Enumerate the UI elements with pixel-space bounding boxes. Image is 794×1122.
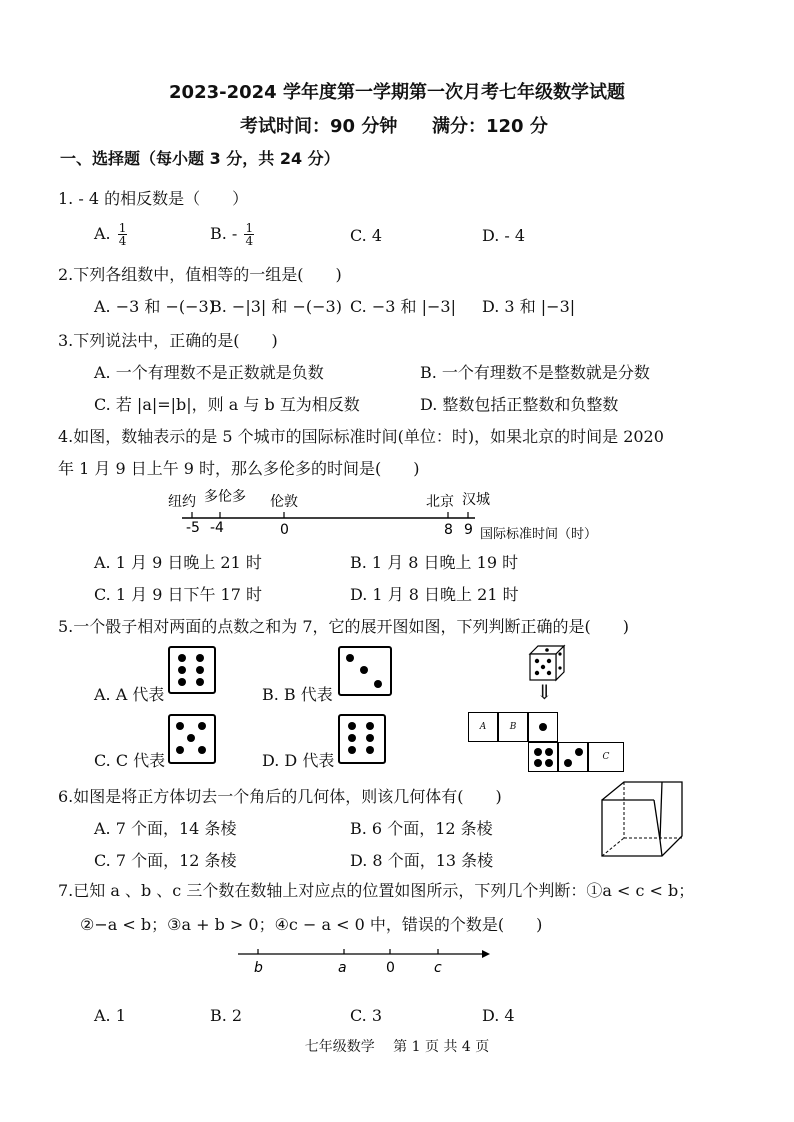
front-edge — [660, 840, 662, 856]
q5-option-a: A. A 代表 — [94, 685, 165, 704]
pip — [346, 654, 354, 662]
q5-net-cell-one — [528, 712, 558, 742]
pip — [541, 665, 545, 669]
pip — [196, 666, 204, 674]
q5-option-d: D. D 代表 — [262, 751, 335, 770]
pip — [198, 746, 206, 754]
q1-option-c: C. 4 — [350, 226, 383, 245]
q5-net-cell-two — [558, 742, 588, 772]
q1-stem: 1. - 4 的相反数是（ ） — [58, 189, 249, 208]
page-title: 2023-2024 学年度第一学期第一次月考七年级数学试题 — [169, 82, 625, 103]
section-heading: 一、选择题（每小题 3 分，共 24 分） — [60, 149, 340, 168]
pip — [178, 666, 186, 674]
pip — [198, 722, 206, 730]
q6-option-c: C. 7 个面，12 条棱 — [94, 851, 237, 870]
pip — [547, 659, 551, 663]
pip — [178, 678, 186, 686]
q7-option-b: B. 2 — [210, 1006, 243, 1025]
pip — [535, 671, 539, 675]
q1-option-a-fraction — [118, 222, 128, 247]
q6-stem: 6.如图是将正方体切去一个角后的几何体，则该几何体有( ) — [58, 787, 502, 806]
q2-stem: 2.下列各组数中，值相等的一组是( ) — [58, 265, 342, 284]
q4-option-b: B. 1 月 8 日晚上 19 时 — [350, 553, 519, 572]
q7-label-0: 0 — [386, 960, 395, 976]
q4-tick-label-9: 9 — [464, 522, 473, 538]
cut-cube-top-edges — [602, 782, 662, 800]
q2-option-b: B. −|3| 和 −(−3) — [210, 297, 342, 316]
q6-cut-cube-figure — [596, 778, 696, 860]
hidden-edge-diagonal — [602, 838, 624, 856]
q4-timezone-numberline — [160, 486, 620, 546]
q4-axis-label: 国际标准时间（时） — [480, 527, 598, 542]
q1-option-b-fraction — [244, 222, 254, 247]
q3-option-c: C. 若 |a|=|b|，则 a 与 b 互为相反数 — [94, 395, 360, 414]
q3-option-a: A. 一个有理数不是正数就是负数 — [94, 363, 324, 382]
pip — [558, 652, 561, 655]
q2-option-c: C. −3 和 |−3| — [350, 297, 456, 316]
pip — [366, 722, 374, 730]
q5-net-cell-b: B — [498, 712, 528, 742]
pip — [534, 759, 542, 767]
q6-option-d: D. 8 个面，13 条棱 — [350, 851, 494, 870]
pip — [366, 734, 374, 742]
q1-a-numerator: 1 — [118, 221, 127, 235]
pip — [178, 654, 186, 662]
q6-option-a: A. 7 个面，14 条棱 — [94, 819, 237, 838]
pip — [534, 748, 542, 756]
q2-option-a: A. −3 和 −(−3) — [94, 297, 215, 316]
q3-stem: 3.下列说法中，正确的是( ) — [58, 331, 278, 350]
q5-cube-illustration — [526, 644, 570, 684]
q7-axis-arrow-icon — [482, 950, 490, 958]
q5-net-cell-four — [528, 742, 558, 772]
cut-edge-1 — [660, 782, 662, 840]
pip — [535, 659, 539, 663]
pip — [348, 734, 356, 742]
pip — [558, 666, 561, 669]
pip — [564, 759, 572, 767]
pip — [187, 734, 195, 742]
q1-option-a — [94, 222, 129, 247]
q7-label-a: a — [338, 960, 347, 976]
pip — [366, 746, 374, 754]
q2-option-d: D. 3 和 |−3| — [482, 297, 576, 316]
q7-option-c: C. 3 — [350, 1006, 383, 1025]
q5-option-c: C. C 代表 — [94, 751, 166, 770]
q5-stem: 5.一个骰子相对两面的点数之和为 7，它的展开图如图，下列判断正确的是( ) — [58, 617, 630, 636]
q4-tick-label-m5: -5 — [186, 520, 200, 536]
pip — [176, 746, 184, 754]
q1-b-denominator: 4 — [245, 234, 254, 248]
q4-stem-line1: 4.如图，数轴表示的是 5 个城市的国际标准时间(单位：时)，如果北京的时间是 2020 — [58, 427, 664, 446]
cut-edge-2 — [654, 800, 660, 840]
pip — [545, 748, 553, 756]
q7-label-b: b — [254, 960, 263, 976]
q1-option-d: D. - 4 — [482, 226, 526, 245]
q1-a-denominator: 4 — [118, 234, 127, 248]
q4-option-d: D. 1 月 8 日晚上 21 时 — [350, 585, 519, 604]
q5-die-face-b — [338, 646, 392, 696]
q7-stem-line1: 7.已知 a 、b 、c 三个数在数轴上对应点的位置如图所示，下列几个判断：①a < c < b； — [58, 881, 695, 900]
pip — [348, 746, 356, 754]
q5-option-b: B. B 代表 — [262, 685, 333, 704]
q4-city-hancheng: 汉城 — [462, 492, 490, 508]
q4-city-beijing: 北京 — [426, 494, 454, 510]
pip — [539, 723, 547, 731]
pip — [545, 759, 553, 767]
exam-score: 满分：120 分 — [432, 116, 548, 137]
q6-option-b: B. 6 个面，12 条棱 — [350, 819, 493, 838]
q7-option-a: A. 1 — [94, 1006, 126, 1025]
q4-city-newyork: 纽约 — [168, 494, 196, 510]
cut-cube-outline — [602, 782, 682, 856]
pip — [360, 666, 368, 674]
q4-tick-label-m4: -4 — [210, 520, 224, 536]
q1-b-numerator: 1 — [245, 221, 254, 235]
pip — [196, 654, 204, 662]
pip — [575, 748, 583, 756]
q4-tick-label-8: 8 — [444, 522, 453, 538]
q5-die-face-c — [168, 714, 216, 764]
q5-die-face-a — [168, 646, 216, 694]
q4-option-a: A. 1 月 9 日晚上 21 时 — [94, 553, 262, 572]
q7-numberline — [236, 940, 496, 980]
q7-label-c: c — [434, 960, 442, 976]
q1-option-a-label: A. — [94, 224, 111, 243]
page-footer: 七年级数学 第 1 页 共 4 页 — [304, 1039, 490, 1055]
pip — [374, 680, 382, 688]
q5-die-face-d — [338, 714, 386, 764]
q4-city-toronto: 多伦多 — [204, 489, 246, 505]
q4-stem-line2: 年 1 月 9 日上午 9 时，那么多伦多的时间是( ) — [58, 459, 420, 478]
exam-time: 考试时间：90 分钟 — [240, 116, 398, 137]
pip — [196, 678, 204, 686]
q5-net-cell-c: C — [588, 742, 624, 772]
q4-tick-label-0: 0 — [280, 522, 289, 538]
q7-option-d: D. 4 — [482, 1006, 515, 1025]
q3-option-b: B. 一个有理数不是整数就是分数 — [420, 363, 650, 382]
pip — [348, 722, 356, 730]
q1-option-b — [210, 222, 256, 247]
q5-down-arrow-icon: ⇓ — [536, 680, 553, 704]
q3-option-d: D. 整数包括正整数和负整数 — [420, 395, 619, 414]
pip — [545, 648, 549, 652]
q5-net-cell-a: A — [468, 712, 498, 742]
pip — [176, 722, 184, 730]
q4-city-london: 伦敦 — [270, 494, 298, 510]
q4-option-c: C. 1 月 9 日下午 17 时 — [94, 585, 262, 604]
q7-stem-line2: ②−a < b；③a + b > 0；④c − a < 0 中，错误的个数是( ) — [80, 915, 543, 934]
q1-option-b-label: B. - — [210, 224, 238, 243]
pip — [547, 671, 551, 675]
